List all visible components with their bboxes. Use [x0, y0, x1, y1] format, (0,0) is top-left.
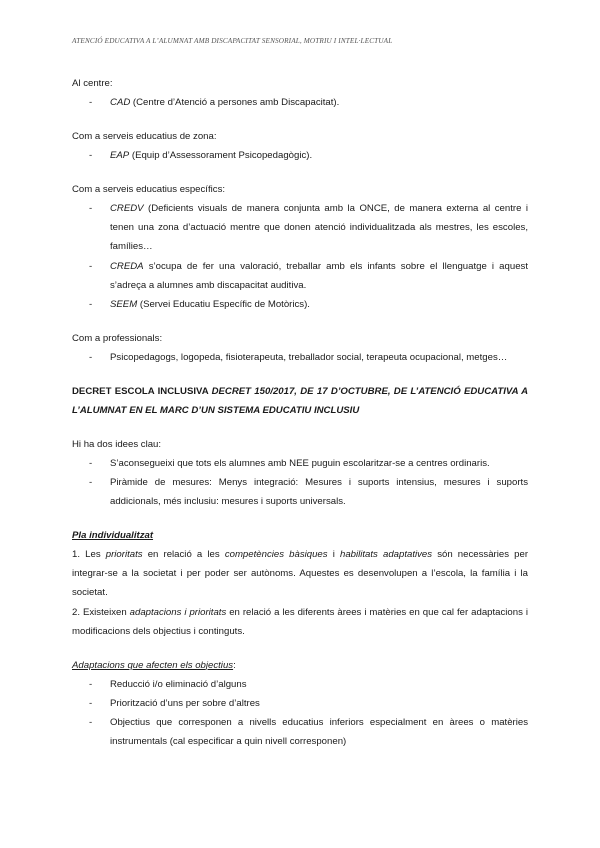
text-run: : [233, 659, 236, 671]
list-item: - Reducció i/o eliminació d’alguns [72, 675, 528, 694]
decret-name: DECRET 150/2017, DE 17 D’OCTUBRE, DE L’ATENCIÓ EDUCATIVA A L’ALUMNAT EN EL MARC D’UN SISTEMA EDUCATIU INCLUSIU [72, 385, 529, 416]
list-item: - S’aconsegueixi que tots els alumnes amb NEE puguin escolaritzar-se a centres ordinaris. [72, 454, 528, 473]
list-item-text: (Centre d’Atenció a persones amb Discapacitat). [130, 97, 340, 109]
abbr-credv: CREDV [110, 203, 144, 215]
adaptacions-heading [72, 656, 528, 675]
especifics-list [72, 199, 528, 314]
text-run: prioritats [105, 549, 143, 561]
professionals-heading: Com a professionals: [72, 332, 163, 344]
centre-list [72, 93, 528, 112]
text-run: habilitats adaptatives [339, 549, 433, 561]
text-run: 1. Les [72, 549, 106, 561]
idees-heading: Hi ha dos idees clau: [72, 438, 162, 450]
abbr-seem: SEEM [110, 299, 138, 311]
pla-heading: Pla individualitzat [72, 529, 154, 541]
text-run: adaptacions i prioritats [129, 606, 227, 618]
list-item: - Priorització d’uns per sobre d’altres [72, 694, 528, 713]
text-run: són necessàries per integrar-se a la societat i per poder ser autònoms. Aquestes es desenvolupen a l’escola, la família i la societat. [72, 549, 529, 599]
pla-paragraph-2 [72, 603, 528, 641]
zona-list [72, 146, 528, 165]
list-item-text: (Deficients visuals de manera conjunta amb la ONCE, de manera externa al centre i tenen una zona d’actuació mentre que donen atenció individualitzada als mestres, les escoles, famílies… [110, 203, 528, 253]
list-item-text: (Servei Educatiu Específic de Motòrics). [137, 299, 310, 311]
decret-lead: DECRET ESCOLA INCLUSIVA [72, 385, 212, 397]
list-item: - Psicopedagogs, logopeda, fisioterapeuta, treballador social, terapeuta ocupacional, metges… [72, 348, 528, 367]
adaptacions-heading-text: Adaptacions que afecten els objectius [72, 659, 234, 671]
decret-title [72, 382, 528, 420]
list-item [72, 146, 528, 165]
abbr-eap: EAP [110, 150, 130, 162]
pla-paragraph-1 [72, 545, 528, 603]
list-item [72, 199, 528, 257]
text-run: en relació a les [142, 549, 225, 561]
list-item [72, 257, 528, 295]
list-item-text: s’ocupa de fer una valoració, treballar amb els infants sobre el llenguatge i aquest s’adreça a alumnes amb discapacitat auditiva. [110, 260, 528, 291]
list-item [72, 93, 528, 112]
list-item [72, 295, 528, 314]
zona-heading: Com a serveis educatius de zona: [72, 130, 217, 142]
text-run: 2. Existeixen [72, 606, 130, 618]
text-run: en relació a les diferents àrees i matèries en que cal fer adaptacions i modificacions dels objectius i continguts. [72, 606, 528, 637]
list-item-text: (Equip d’Assessorament Psicopedagògic). [129, 150, 313, 162]
especifics-heading: Com a serveis educatius específics: [72, 183, 226, 195]
centre-heading: Al centre: [72, 78, 113, 89]
abbr-cad: CAD [110, 97, 131, 109]
list-item: - Objectius que corresponen a nivells educatius inferiors especialment en àrees o matèries instrumentals (cal especificar a quin nivell corresponen) [72, 713, 528, 751]
text-run: competències bàsiques [224, 549, 328, 561]
idees-list [72, 454, 528, 512]
professionals-list [72, 348, 528, 367]
document-body [72, 74, 528, 752]
running-header: ATENCIÓ EDUCATIVA A L’ALUMNAT AMB DISCAPACITAT SENSORIAL, MOTRIU I INTEL·LECTUAL [72, 37, 393, 45]
text-run: i [327, 549, 340, 561]
list-item: - Piràmide de mesures: Menys integració: Mesures i suports intensius, mesures i suports addicionals, més inclusiu: mesures i suports universals. [72, 473, 528, 511]
adaptacions-list [72, 675, 528, 752]
abbr-creda: CREDA [110, 260, 144, 272]
